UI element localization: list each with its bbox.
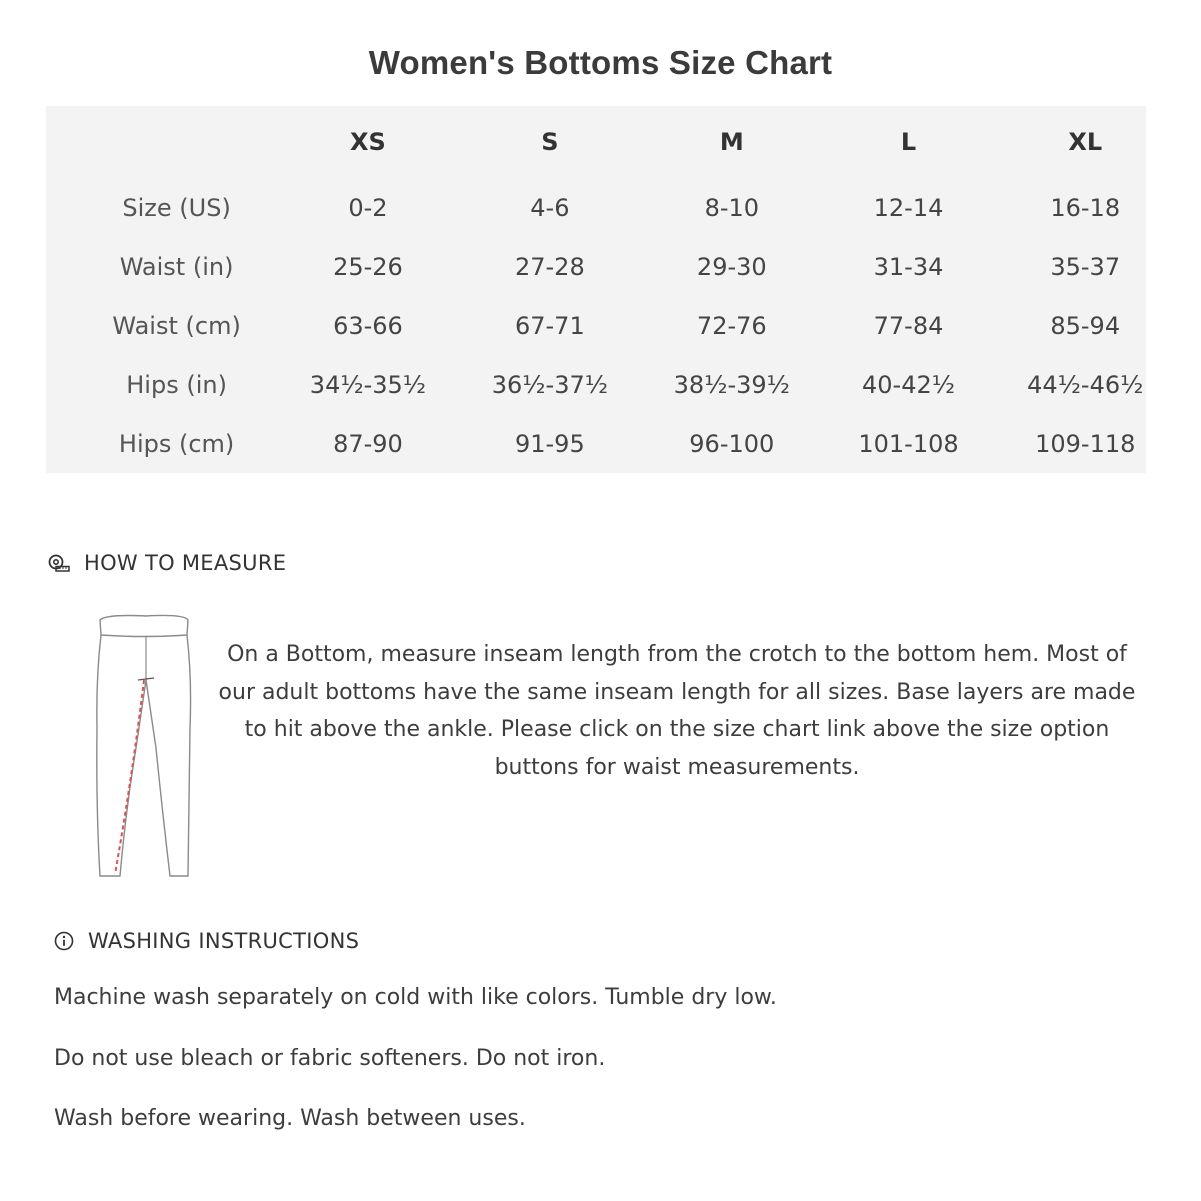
table-cell: 40-42½	[862, 370, 955, 399]
table-cell: 31-34	[873, 252, 944, 281]
table-cell: 91-95	[514, 429, 585, 458]
table-cell: 4-6	[530, 193, 570, 222]
table-cell: 87-90	[333, 429, 403, 458]
row-label: Hips (cm)	[118, 429, 235, 458]
table-row	[46, 237, 1146, 296]
how-to-measure-label: HOW TO MEASURE	[84, 551, 287, 575]
header-corner	[46, 106, 307, 178]
washing-instructions-heading	[54, 929, 359, 953]
washing-line: Machine wash separately on cold with like colors. Tumble dry low.	[54, 985, 777, 1010]
table-cell: 101-108	[858, 429, 959, 458]
table-cell: 8-10	[704, 193, 760, 222]
table-cell: 85-94	[1050, 311, 1121, 340]
washing-instructions-label: WASHING INSTRUCTIONS	[88, 929, 360, 953]
table-cell: 0-2	[348, 193, 388, 222]
table-row	[46, 355, 1146, 414]
row-label: Size (US)	[122, 193, 231, 222]
row-label: Hips (in)	[126, 370, 227, 399]
table-cell: 67-71	[514, 311, 585, 340]
table-cell: 35-37	[1050, 252, 1121, 281]
table-cell: 25-26	[333, 252, 403, 281]
column-header-xl: XL	[1068, 128, 1103, 156]
table-cell: 12-14	[873, 193, 944, 222]
table-cell: 109-118	[1035, 429, 1136, 458]
table-cell: 34½-35½	[309, 370, 427, 399]
info-icon	[54, 931, 74, 951]
table-cell: 36½-37½	[491, 370, 608, 399]
table-cell: 16-18	[1050, 193, 1121, 222]
table-row	[46, 414, 1146, 473]
washing-line: Do not use bleach or fabric softeners. Do not iron.	[54, 1046, 606, 1071]
column-header-m: M	[719, 128, 744, 156]
how-to-measure-heading	[48, 551, 286, 575]
table-cell: 38½-39½	[673, 370, 790, 399]
table-cell: 27-28	[514, 252, 585, 281]
table-header-row	[46, 106, 1146, 178]
table-cell: 44½-46½	[1027, 370, 1144, 399]
column-header-l: L	[900, 128, 917, 156]
table-row	[46, 178, 1146, 237]
table-cell: 29-30	[696, 252, 767, 281]
table-row	[46, 296, 1146, 355]
table-cell: 77-84	[873, 311, 944, 340]
table-cell: 96-100	[689, 429, 775, 458]
table-cell: 63-66	[333, 311, 403, 340]
size-chart-table	[46, 106, 1146, 473]
legging-diagram	[86, 608, 206, 888]
washing-line: Wash before wearing. Wash between uses.	[54, 1106, 526, 1131]
column-header-xs: XS	[350, 128, 386, 156]
tape-measure-icon	[48, 554, 70, 572]
row-label: Waist (cm)	[112, 311, 241, 340]
column-header-s: S	[541, 128, 559, 156]
table-cell: 72-76	[696, 311, 767, 340]
row-label: Waist (in)	[119, 252, 234, 281]
how-to-measure-text: On a Bottom, measure inseam length from the crotch to the bottom hem. Most of our adult bottoms have the same inseam length for all sizes. Base layers are made to hit above the ankle. Please click on the size chart link above the size option buttons for waist measurements.	[218, 642, 1136, 780]
page-title: Women's Bottoms Size Chart	[368, 44, 833, 81]
size-chart-panel	[46, 106, 1146, 473]
